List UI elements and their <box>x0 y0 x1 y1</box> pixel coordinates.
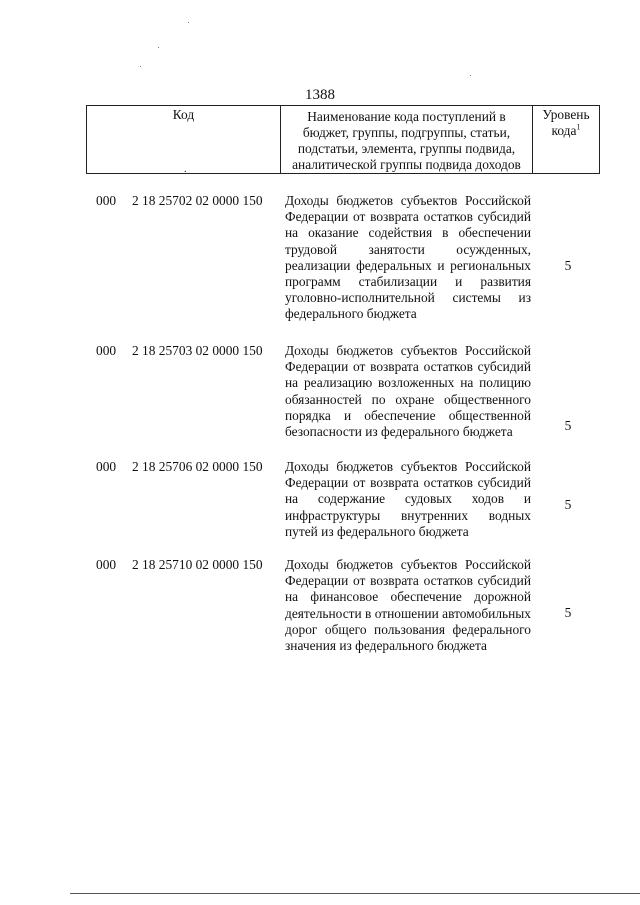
header-level-label: кода <box>551 123 577 138</box>
scan-speck <box>188 22 189 23</box>
scan-speck <box>470 75 471 76</box>
code-level: 5 <box>564 258 572 273</box>
code-level: 5 <box>564 418 572 433</box>
header-name-line: аналитической группы подвида доходов <box>292 157 521 172</box>
header-name-line: бюджет, группы, подгруппы, статьи, <box>302 125 511 140</box>
revenue-description: Доходы бюджетов субъектов Российской Федерации от возврата остатков субсидий на финансовое обеспечение дорожной деятельности в отношении автомобильных дорог общего пользования федерального значения из федерального бюджета <box>285 557 531 654</box>
admin-code: 000 <box>96 557 117 572</box>
page-number: 1388 <box>305 87 335 103</box>
revenue-code: 2 18 25703 02 0000 150 <box>132 343 263 358</box>
admin-code: 000 <box>96 193 117 208</box>
header-level-line1: Уровень <box>542 107 590 122</box>
revenue-code: 2 18 25702 02 0000 150 <box>132 193 263 208</box>
header-name-cell <box>281 106 533 173</box>
header-name-line: подстатьи, элемента, группы подвида, <box>297 141 516 156</box>
revenue-code: 2 18 25710 02 0000 150 <box>132 557 263 572</box>
header-level-line2 <box>533 123 599 139</box>
scan-speck <box>140 66 141 67</box>
code-level: 5 <box>564 605 572 620</box>
admin-code: 000 <box>96 343 117 358</box>
header-code-label: Код <box>172 107 195 122</box>
scan-speck <box>158 47 159 48</box>
revenue-description: Доходы бюджетов субъектов Российской Федерации от возврата остатков субсидий на оказание содействия в обеспечении трудовой занятости осужденных, реализации федеральных и региональных программ стабилизации и развития уголовно-исполнительной системы из федерального бюджета <box>285 193 531 322</box>
footnote-marker: 1 <box>576 122 581 132</box>
admin-code: 000 <box>96 459 117 474</box>
scan-dot: . <box>184 164 187 175</box>
revenue-code: 2 18 25706 02 0000 150 <box>132 459 263 474</box>
revenue-description: Доходы бюджетов субъектов Российской Федерации от возврата остатков субсидий на реализацию возложенных на полицию обязанностей по охране общественного порядка и обеспечение общественной безопасности из федерального бюджета <box>285 343 531 440</box>
table-header <box>86 105 600 174</box>
code-level: 5 <box>564 497 572 512</box>
revenue-description: Доходы бюджетов субъектов Российской Федерации от возврата остатков субсидий на содержание судовых ходов и инфраструктуры внутренних водных путей из федерального бюджета <box>285 459 531 539</box>
page-bottom-edge <box>70 893 640 894</box>
header-level-cell <box>533 106 599 173</box>
header-name-line: Наименование кода поступлений в <box>307 109 506 124</box>
header-code-cell <box>87 106 281 173</box>
